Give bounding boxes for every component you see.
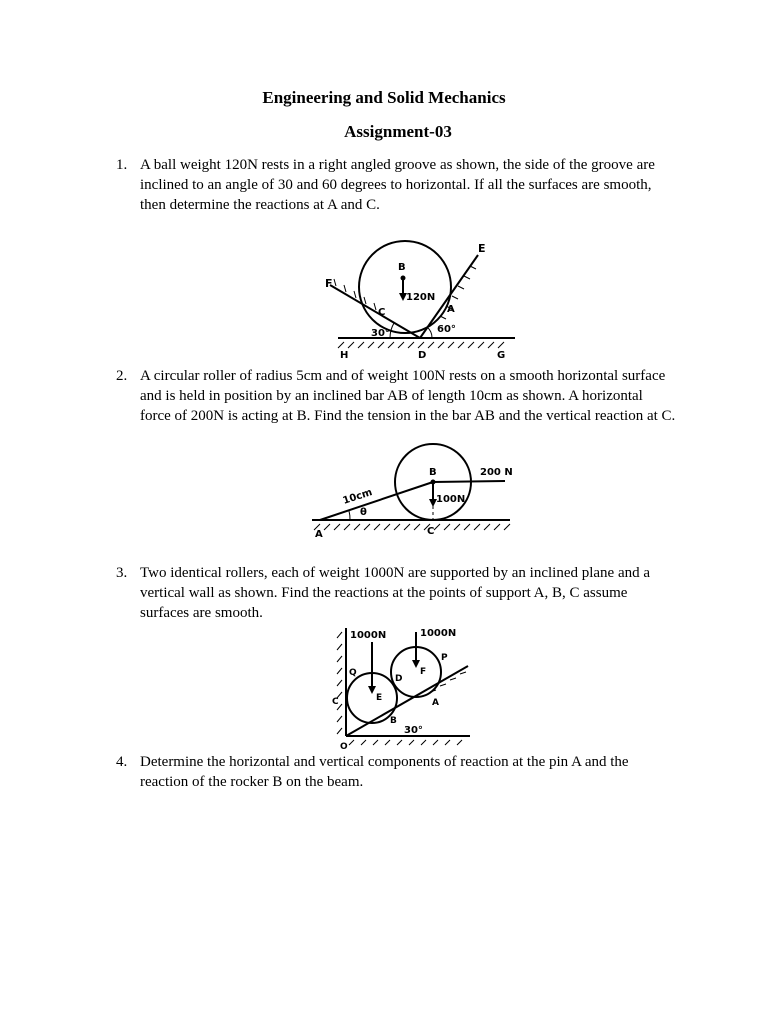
figure-two-rollers — [330, 622, 480, 752]
force-line-200N — [433, 481, 505, 482]
label-1000N-left: 1000N — [350, 630, 387, 641]
question-2 — [116, 366, 676, 426]
label-P: P — [441, 653, 448, 663]
document-title: Engineering and Solid Mechanics — [262, 88, 506, 107]
label-G: G — [497, 350, 506, 361]
label-C: C — [427, 526, 435, 537]
question-number: 3. — [116, 565, 128, 581]
label-angle-30: 30° — [371, 328, 390, 339]
question-3 — [116, 563, 676, 623]
assignment-heading: Assignment-03 — [344, 122, 452, 141]
label-D: D — [395, 674, 403, 684]
question-number: 1. — [116, 157, 128, 173]
label-200N: 200 N — [480, 467, 513, 478]
question-4 — [116, 752, 676, 792]
label-H: H — [340, 350, 349, 361]
label-100N: 100N — [436, 494, 466, 505]
label-angle-60: 60° — [437, 324, 456, 335]
ground-hatching — [314, 524, 510, 530]
label-A: A — [432, 698, 439, 708]
wall-hatching — [337, 632, 342, 734]
question-number: 4. — [116, 754, 128, 770]
ball — [359, 241, 451, 333]
label-F: F — [325, 277, 333, 290]
label-A: A — [447, 304, 455, 315]
angle-arc-theta — [349, 511, 350, 520]
bar-AB — [320, 482, 433, 520]
label-A: A — [315, 529, 323, 540]
ground-hatching — [349, 740, 462, 745]
question-text: Determine the horizontal and vertical components of reaction at the pin A and the reaction of the rocker B on the beam. — [140, 754, 629, 790]
label-1000N-right: 1000N — [420, 628, 457, 639]
label-E: E — [376, 693, 383, 703]
label-C: C — [332, 697, 339, 707]
weight-arrow-lower — [368, 642, 376, 694]
weight-arrow-upper — [412, 632, 420, 668]
label-Q: Q — [349, 668, 357, 678]
label-theta: θ — [360, 507, 367, 518]
question-text: A circular roller of radius 5cm and of weight 100N rests on a smooth horizontal surface and is held in position by an inclined bar AB of length 10cm as shown. A horizontal force of 200N is acting at B. Find the tension in the bar AB and the vertical reaction at C. — [140, 368, 676, 424]
label-F: F — [420, 667, 427, 677]
label-B: B — [390, 716, 397, 726]
ground-hatching — [338, 342, 504, 348]
question-text: A ball weight 120N rests in a right angled groove as shown, the side of the groove are inclined to an angle of 30 and 60 degrees to horizontal. If all the surfaces are smooth, then determine the reactions at A and C. — [140, 157, 655, 213]
question-number: 2. — [116, 368, 128, 384]
label-B: B — [429, 467, 437, 478]
figure-ball-in-groove — [320, 230, 520, 365]
figure-roller-with-bar — [310, 442, 515, 542]
right-hatching — [440, 266, 476, 319]
question-text: Two identical rollers, each of weight 1000N are supported by an inclined plane and a vertical wall as shown. Find the reactions at the points of support A, B, C assume surfaces are smooth. — [140, 565, 651, 621]
question-1 — [116, 155, 676, 215]
label-D: D — [418, 350, 427, 361]
label-E: E — [478, 242, 486, 255]
label-O: O — [340, 742, 348, 752]
label-length: 10cm — [341, 487, 374, 507]
label-weight: 120N — [406, 292, 436, 303]
label-B: B — [398, 262, 406, 273]
left-hatching — [334, 279, 376, 310]
label-C: C — [378, 307, 386, 318]
label-angle-30: 30° — [404, 725, 423, 736]
